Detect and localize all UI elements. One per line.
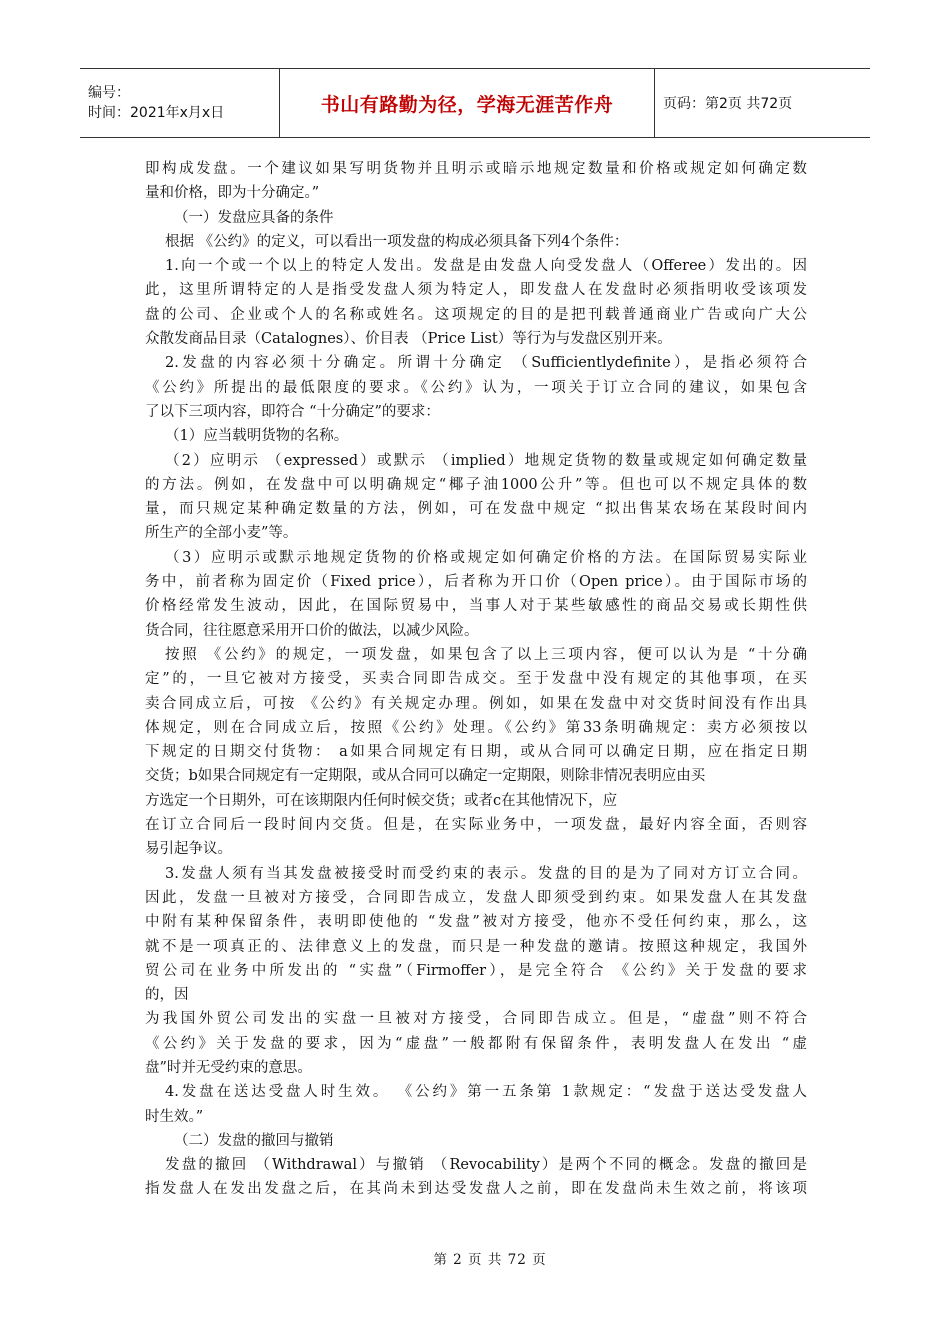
text-line: （2）应明示 （expressed）或默示 （implied）地规定货物的数量或规定如何确定数量: [165, 452, 807, 469]
text-line: 此，这里所谓特定的人是指受发盘人须为特定人，即发盘人在发盘时必须指明收受该项发: [145, 282, 807, 299]
text-line: 定”的，一旦它被对方接受，买卖合同即告成交。至于发盘中没有规定的其他事项，在买: [145, 671, 807, 688]
text-line: 盘的公司、企业或个人的名称或姓名。这项规定的目的是把刊载普通商业广告或向广大公: [145, 306, 807, 323]
text-line: 4.发盘在送达受盘人时生效。 《公约》第一五条第 1款规定：“发盘于送达受发盘人: [165, 1084, 807, 1101]
text-line: 发盘的撤回 （Withdrawal）与撤销 （Revocability）是两个不同的概念。发盘的撤回是: [165, 1157, 807, 1174]
text-line: 众散发商品目录（Catalognes）、价目表 （Price List）等行为与发盘区别开来。: [145, 331, 672, 348]
text-line: 就不是一项真正的、法律意义上的发盘，而只是一种发盘的邀请。按照这种规定，我国外: [145, 938, 807, 955]
text-line: 根据 《公约》的定义，可以看出一项发盘的构成必须具备下列4个条件：: [165, 233, 629, 250]
text-line: 时生效。”: [145, 1108, 204, 1125]
text-line: 指发盘人在发出发盘之后，在其尚未到达受发盘人之前，即在发盘尚未生效之前，将该项: [145, 1181, 807, 1198]
text-line: 在订立合同后一段时间内交货。但是，在实际业务中，一项发盘，最好内容全面，否则容: [145, 817, 807, 834]
document-body: [145, 157, 807, 1202]
text-line: 《公约》所提出的最低限度的要求。《公约》认为，一项关于订立合同的建议，如果包含: [145, 379, 807, 396]
text-line: 即构成发盘。一个建议如果写明货物并且明示或暗示地规定数量和价格或规定如何确定数: [145, 161, 807, 177]
document-number-label: 编号：: [88, 85, 130, 101]
page-footer: 第 2 页 共 72 页: [433, 1252, 547, 1268]
text-line: 易引起争议。: [145, 841, 232, 858]
text-line: 按照 《公约》的规定，一项发盘，如果包含了以上三项内容，便可以认为是 “十分确: [165, 646, 807, 663]
header-motto: 书山有路勤为径，学海无涯苦作舟: [280, 69, 655, 137]
text-line: （二）发盘的撤回与撤销: [174, 1132, 334, 1149]
text-line: 3.发盘人须有当其发盘被接受时而受约束的表示。发盘的目的是为了同对方订立合同。: [165, 865, 807, 882]
text-line: （一）发盘应具备的条件: [174, 209, 334, 226]
text-line: 盘”时并无受约束的意思。: [145, 1059, 312, 1076]
text-line: 的，因: [145, 987, 189, 1004]
text-line: （1）应当载明货物的名称。: [165, 428, 349, 445]
page-header: [80, 68, 870, 138]
text-line: 中附有某种保留条件，表明即使他的 “发盘”被对方接受，他亦不受任何约束，那么，这: [145, 914, 807, 931]
text-line: （3）应明示或默示地规定货物的价格或规定如何确定价格的方法。在国际贸易实际业: [165, 549, 807, 566]
text-line: 下规定的日期交付货物： a如果合同规定有日期，或从合同可以确定日期，应在指定日期: [145, 744, 807, 761]
document-date-label: 时间：2021年x月x日: [88, 105, 225, 121]
header-meta: [80, 69, 280, 137]
text-line: 价格经常发生波动，因此，在国际贸易中，当事人对于某些敏感性的商品交易或长期性供: [145, 598, 807, 615]
text-line: 交货；b如果合同规定有一定期限，或从合同可以确定一定期限，则除非情况表明应由买: [145, 768, 706, 785]
text-line: 为我国外贸公司发出的实盘一旦被对方接受，合同即告成立。但是，“虚盘”则不符合: [145, 1011, 807, 1028]
text-line: 方选定一个日期外，可在该期限内任何时候交货；或者c在其他情况下，应: [145, 792, 618, 809]
text-line: 了以下三项内容，即符合 “十分确定”的要求：: [145, 403, 440, 420]
text-line: 因此，发盘一旦被对方接受，合同即告成立，发盘人即须受到约束。如果发盘人在其发盘: [145, 889, 807, 906]
text-line: 2.发盘的内容必须十分确定。所谓十分确定 （Sufficientlydefinite），是指必须符合: [165, 355, 807, 372]
text-line: 货合同，往往愿意采用开口价的做法，以减少风险。: [145, 622, 479, 639]
text-line: 量，而只规定某种确定数量的方法，例如，可在发盘中规定 “拟出售某农场在某段时间内: [145, 501, 807, 518]
text-line: 量和价格，即为十分确定。”: [145, 185, 320, 202]
text-line: 卖合同成立后，可按 《公约》有关规定办理。例如，如果在发盘中对交货时间没有作出具: [145, 695, 807, 712]
text-line: 所生产的全部小麦”等。: [145, 525, 298, 542]
text-line: 贸公司在业务中所发出的 “实盘”（Firmoffer），是完全符合 《公约》关于发盘的要求: [145, 962, 807, 979]
text-line: 1.向一个或一个以上的特定人发出。发盘是由发盘人向受发盘人（Offeree）发出的。因: [165, 258, 807, 275]
text-line: 体规定，则在合同成立后，按照《公约》处理。《公约》第33条明确规定：卖方必须按以: [145, 719, 807, 736]
header-page-info: 页码：第2页 共72页: [663, 96, 793, 112]
text-line: 《公约》关于发盘的要求，因为“虚盘”一般都附有保留条件，表明发盘人在发出 “虚: [145, 1035, 807, 1052]
text-line: 务中，前者称为固定价（Fixed price），后者称为开口价（Open price）。由于国际市场的: [145, 574, 807, 591]
text-line: 的方法。例如，在发盘中可以明确规定“椰子油1000公升”等。但也可以不规定具体的数: [145, 476, 807, 493]
